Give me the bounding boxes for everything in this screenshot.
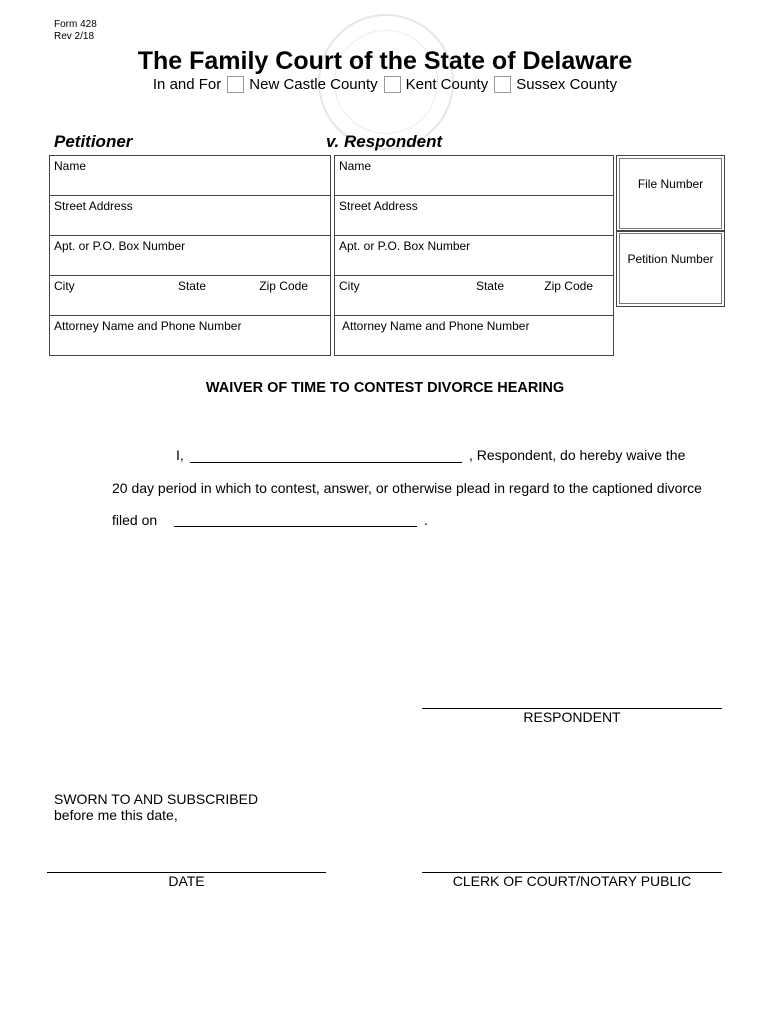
respondent-attorney-field[interactable]: Attorney Name and Phone Number bbox=[335, 316, 614, 356]
body-line1-prefix: I, bbox=[176, 447, 184, 463]
respondent-name-blank[interactable] bbox=[190, 462, 462, 463]
petitioner-zip-label: Zip Code bbox=[259, 279, 308, 293]
new-castle-label: New Castle County bbox=[249, 76, 378, 93]
respondent-apt-field[interactable]: Apt. or P.O. Box Number bbox=[335, 236, 614, 276]
petitioner-apt-field[interactable]: Apt. or P.O. Box Number bbox=[50, 236, 331, 276]
petitioner-city-state-zip-field[interactable] bbox=[50, 276, 331, 316]
respondent-heading: v. Respondent bbox=[326, 132, 443, 151]
file-number-box[interactable] bbox=[616, 155, 725, 232]
respondent-address-table bbox=[334, 155, 614, 356]
respondent-zip-label: Zip Code bbox=[544, 279, 593, 293]
petition-number-label: Petition Number bbox=[627, 252, 714, 266]
sworn-line-2: before me this date, bbox=[54, 807, 178, 823]
kent-label: Kent County bbox=[405, 76, 489, 93]
sworn-line-1: SWORN TO AND SUBSCRIBED bbox=[54, 791, 259, 807]
county-prefix: In and For bbox=[152, 76, 222, 93]
respondent-signature-label: RESPONDENT bbox=[523, 709, 621, 725]
date-label: DATE bbox=[168, 873, 205, 889]
respondent-name-field[interactable]: Name bbox=[335, 156, 614, 196]
form-revision: Rev 2/18 bbox=[54, 31, 95, 42]
petitioner-state-label: State bbox=[177, 279, 206, 293]
respondent-city-label: City bbox=[339, 279, 360, 293]
clerk-label: CLERK OF COURT/NOTARY PUBLIC bbox=[452, 873, 692, 889]
document-heading: WAIVER OF TIME TO CONTEST DIVORCE HEARING bbox=[205, 380, 565, 396]
respondent-state-label: State bbox=[475, 279, 504, 293]
petitioner-street-field[interactable]: Street Address bbox=[50, 196, 331, 236]
body-line3-prefix: filed on bbox=[112, 512, 158, 528]
body-line1-suffix: , Respondent, do hereby waive the bbox=[469, 447, 686, 463]
petitioner-city-label: City bbox=[54, 279, 75, 293]
form-number: Form 428 bbox=[54, 19, 97, 30]
petitioner-attorney-field[interactable]: Attorney Name and Phone Number bbox=[50, 316, 331, 356]
new-castle-checkbox[interactable] bbox=[227, 76, 244, 93]
file-number-label: File Number bbox=[637, 177, 704, 191]
respondent-city-state-zip-field[interactable] bbox=[335, 276, 614, 316]
court-title: The Family Court of the State of Delaware bbox=[137, 47, 633, 75]
sussex-checkbox[interactable] bbox=[494, 76, 511, 93]
kent-checkbox[interactable] bbox=[384, 76, 401, 93]
body-line3-suffix: . bbox=[424, 512, 428, 528]
filed-on-date-blank[interactable] bbox=[174, 526, 417, 527]
respondent-street-field[interactable]: Street Address bbox=[335, 196, 614, 236]
body-line2: 20 day period in which to contest, answer, or otherwise plead in regard to the captioned divorce bbox=[112, 480, 702, 496]
petitioner-name-field[interactable]: Name bbox=[50, 156, 331, 196]
county-selector bbox=[0, 76, 770, 93]
sussex-label: Sussex County bbox=[516, 76, 618, 93]
petition-number-box[interactable] bbox=[616, 230, 725, 307]
petitioner-address-table bbox=[49, 155, 331, 356]
petitioner-heading: Petitioner bbox=[54, 132, 133, 151]
